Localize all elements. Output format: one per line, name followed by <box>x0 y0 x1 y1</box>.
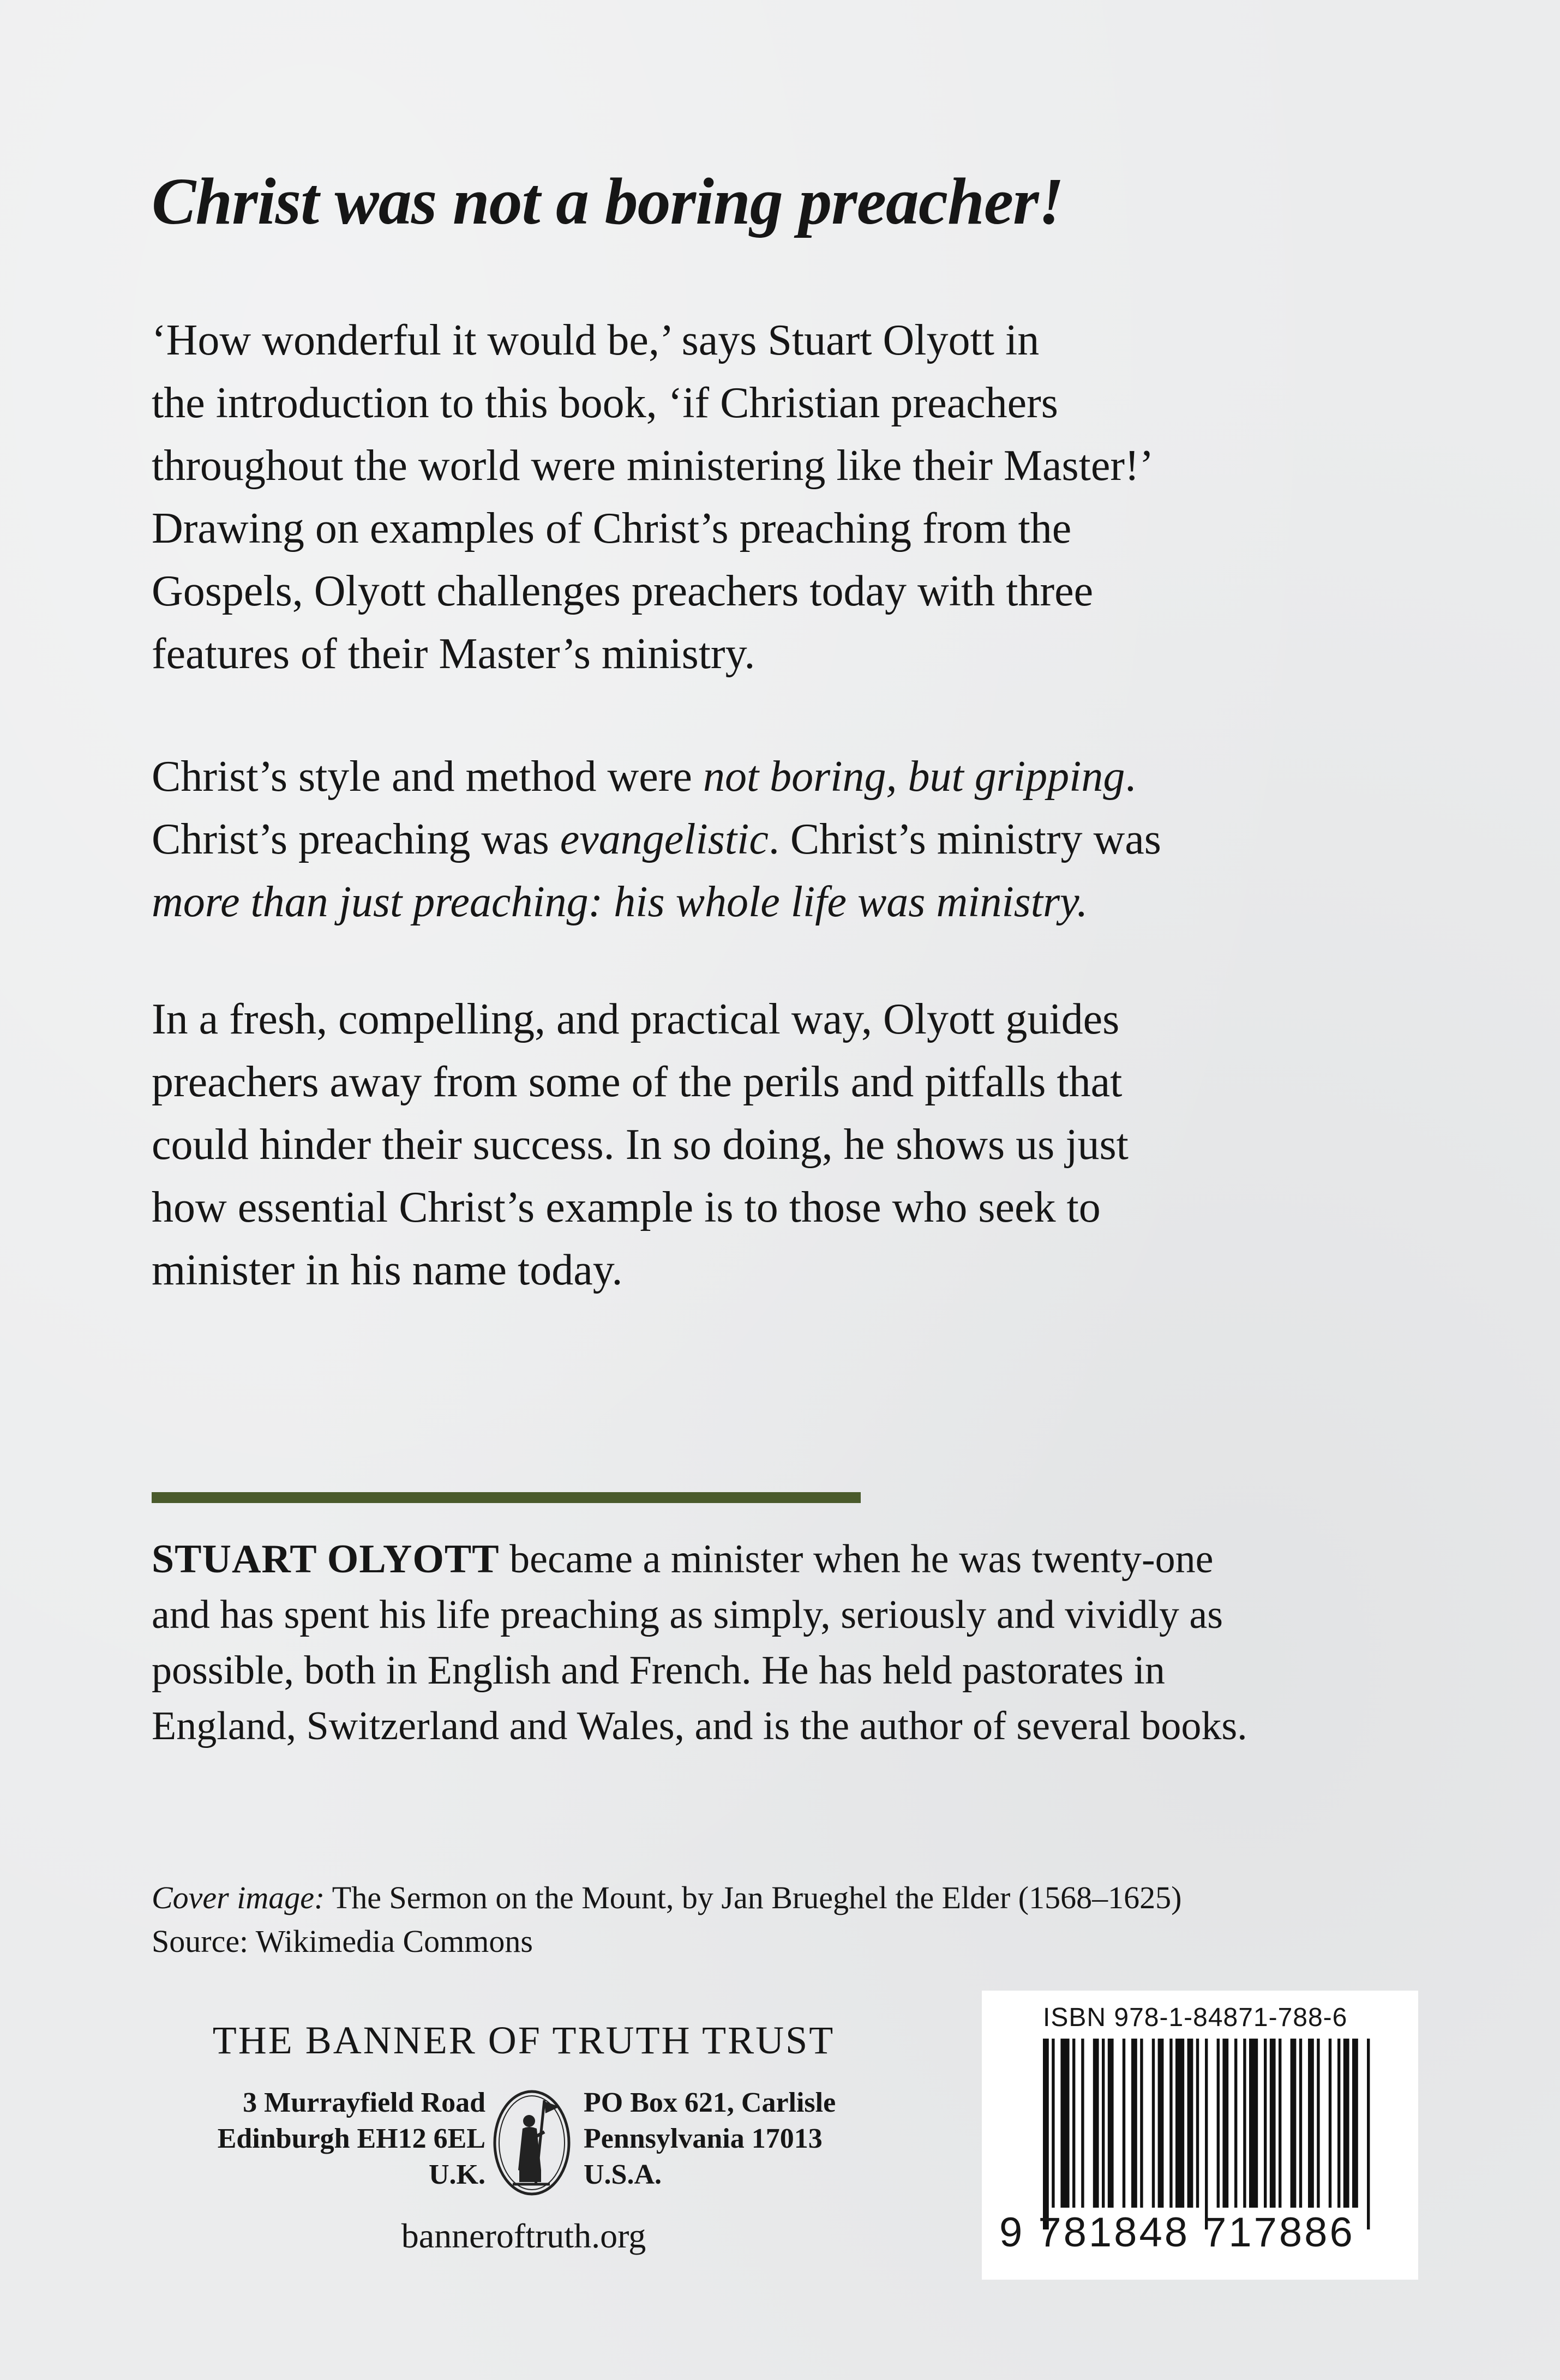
blurb-text: . Christ’s ministry was <box>768 815 1161 863</box>
blurb-paragraph-1 <box>152 309 1406 686</box>
barcode-bar <box>1060 2039 1069 2208</box>
barcode-bar <box>1367 2039 1370 2229</box>
address-line: U.S.A. <box>584 2159 662 2190</box>
blurb-text: Christ’s preaching was <box>152 815 560 863</box>
barcode-bar <box>1270 2039 1276 2208</box>
isbn-barcode <box>982 1991 1418 2280</box>
address-line: 3 Murrayfield Road <box>243 2087 485 2118</box>
blurb-line: Drawing on examples of Christ’s preaching from the <box>152 504 1072 552</box>
barcode-bar <box>1222 2039 1228 2208</box>
section-divider <box>152 1492 861 1503</box>
barcode-bar <box>1072 2039 1075 2208</box>
barcode-bar <box>1175 2039 1184 2208</box>
blurb-text: . <box>1125 753 1136 801</box>
headline: Christ was not a boring preacher! <box>152 165 1064 238</box>
blurb-paragraph-3 <box>152 988 1406 1302</box>
isbn-label: ISBN 978-1-84871-788-6 <box>1043 2003 1348 2032</box>
publisher-block <box>164 2018 884 2256</box>
barcode-bar <box>1264 2039 1267 2208</box>
blurb-emphasis: not boring, but gripping <box>703 753 1125 801</box>
barcode-bar <box>1329 2039 1331 2208</box>
barcode-bar <box>1052 2039 1054 2208</box>
barcode-bar <box>1308 2039 1314 2208</box>
barcode-bar <box>1279 2039 1281 2208</box>
bio-line: and has spent his life preaching as simply, seriously and vividly as <box>152 1592 1223 1637</box>
address-line: U.K. <box>429 2159 485 2190</box>
barcode-bar <box>1343 2039 1349 2208</box>
blurb-line <box>152 808 1406 871</box>
barcode-bar <box>1123 2039 1125 2208</box>
publisher-name: THE BANNER OF TRUTH TRUST <box>212 2018 835 2062</box>
blurb-line <box>152 871 1406 934</box>
bio-line: England, Switzerland and Wales, and is the author of several books. <box>152 1704 1247 1748</box>
publisher-website: banneroftruth.org <box>401 2216 646 2255</box>
barcode-bar <box>1243 2039 1246 2208</box>
credit-label: Cover image: <box>152 1880 325 1915</box>
credit-text: The Sermon on the Mount, by Jan Brueghel the Elder (1568–1625) <box>325 1880 1182 1915</box>
barcode-bar <box>1131 2039 1137 2208</box>
address-line: Pennsylvania 17013 <box>584 2123 823 2154</box>
barcode-bar <box>1234 2039 1237 2208</box>
blurb-line: preachers away from some of the perils and pitfalls that <box>152 1058 1123 1106</box>
blurb-line: In a fresh, compelling, and practical way, Olyott guides <box>152 995 1120 1043</box>
address-line: Edinburgh EH12 6EL <box>217 2123 485 2154</box>
bio-line <box>152 1531 1472 1587</box>
barcode-bar <box>1291 2039 1297 2208</box>
barcode-bar <box>1187 2039 1193 2208</box>
barcode-bar <box>1217 2039 1220 2208</box>
blurb-line: throughout the world were ministering like their Master!’ <box>152 442 1154 490</box>
blurb-line: Gospels, Olyott challenges preachers today with three <box>152 567 1094 615</box>
author-bio <box>152 1531 1472 1754</box>
address-uk <box>218 2085 485 2193</box>
banner-bearer-logo-icon <box>491 2088 573 2197</box>
barcode-bar <box>1152 2039 1155 2208</box>
barcode-bar <box>1169 2039 1172 2208</box>
barcode-bar <box>1299 2039 1302 2208</box>
barcode-bar <box>1081 2039 1084 2208</box>
barcode-bar <box>1108 2039 1114 2208</box>
blurb-line: features of their Master’s ministry. <box>152 630 755 678</box>
barcode-bar <box>1249 2039 1258 2208</box>
blurb-emphasis: evangelistic <box>560 815 769 863</box>
barcode-bar <box>1196 2039 1199 2208</box>
blurb-line: minister in his name today. <box>152 1246 623 1294</box>
bio-line: possible, both in English and French. He has held pastorates in <box>152 1648 1165 1693</box>
blurb-line: ‘How wonderful it would be,’ says Stuart Olyott in <box>152 316 1040 364</box>
author-name: STUART OLYOTT <box>152 1537 500 1582</box>
blurb-line: could hinder their success. In so doing, he shows us just <box>152 1121 1129 1169</box>
credit-source: Source: Wikimedia Commons <box>152 1924 533 1959</box>
blurb-text: Christ’s style and method were <box>152 753 703 801</box>
address-usa <box>584 2085 836 2193</box>
barcode-bar <box>1158 2039 1164 2208</box>
barcode-bar <box>1337 2039 1340 2208</box>
cover-credit <box>152 1876 1181 1963</box>
barcode-bar <box>1317 2039 1319 2208</box>
blurb-line: how essential Christ’s example is to those who seek to <box>152 1183 1101 1231</box>
barcode-bar <box>1352 2039 1358 2208</box>
blurb-paragraph-2 <box>152 746 1406 934</box>
barcode-bar <box>1093 2039 1099 2208</box>
barcode-bar <box>1102 2039 1105 2208</box>
blurb-line: the introduction to this book, ‘if Christian preachers <box>152 379 1058 427</box>
publisher-addresses <box>164 2085 884 2210</box>
address-line: PO Box 621, Carlisle <box>584 2087 836 2118</box>
credit-line <box>152 1876 1181 1920</box>
barcode-bar <box>1205 2039 1208 2229</box>
barcode-bar <box>1043 2039 1049 2229</box>
blurb-line <box>152 746 1406 808</box>
blurb-emphasis: more than just preaching: his whole life was ministry. <box>152 878 1088 926</box>
barcode-digits: 9 781848 717886 <box>999 2209 1355 2256</box>
bio-text: became a minister when he was twenty-one <box>499 1537 1214 1582</box>
barcode-bar <box>1140 2039 1143 2208</box>
